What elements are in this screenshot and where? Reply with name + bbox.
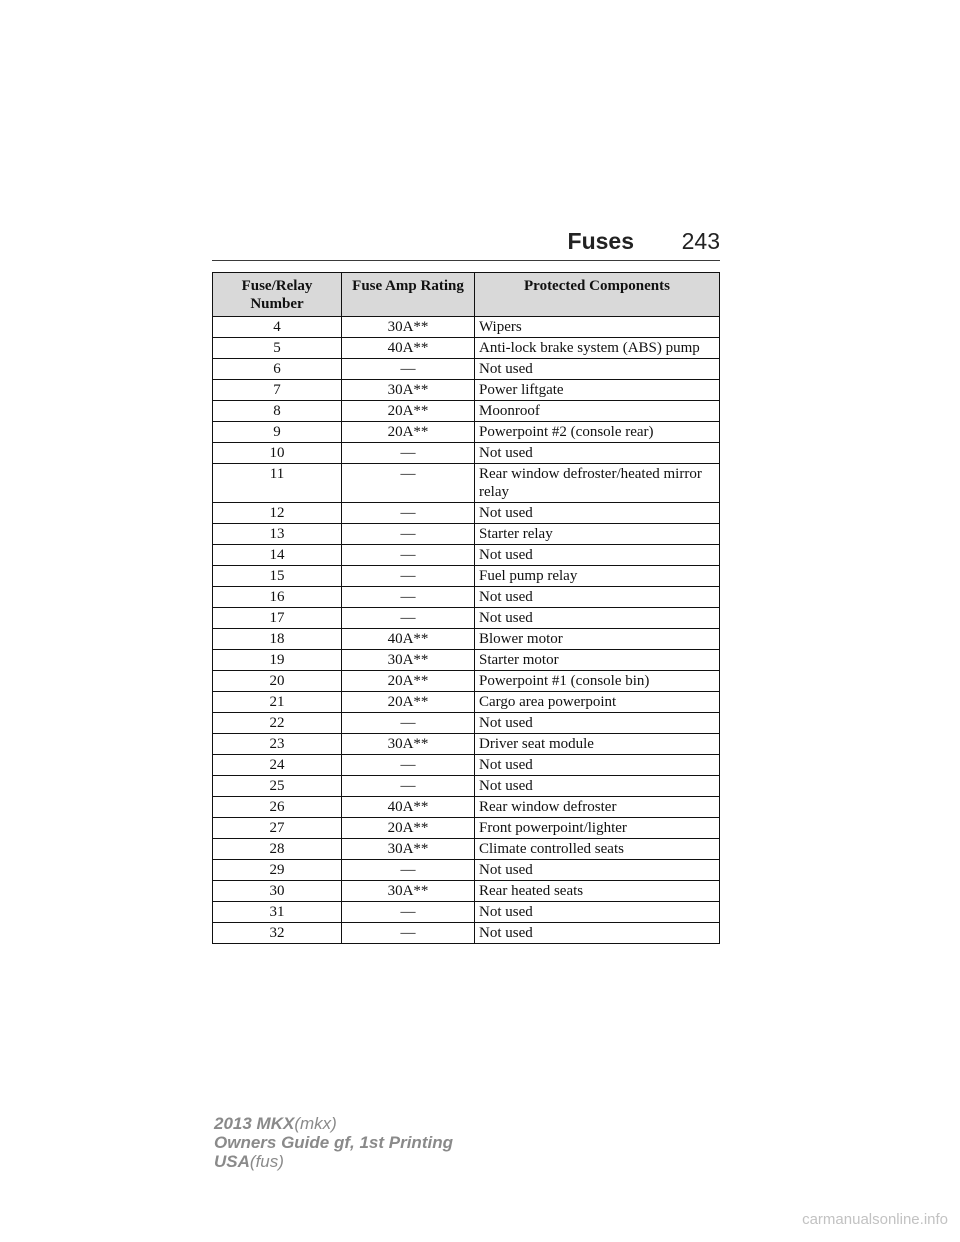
- protected-component-cell: Rear window defroster: [475, 797, 720, 818]
- protected-component-cell: Starter motor: [475, 650, 720, 671]
- table-row: [213, 734, 720, 755]
- table-row: [213, 608, 720, 629]
- table-body: [213, 317, 720, 944]
- protected-component-cell: Front powerpoint/lighter: [475, 818, 720, 839]
- fuse-number-cell: 12: [213, 503, 342, 524]
- table-row: [213, 671, 720, 692]
- fuse-number-cell: 27: [213, 818, 342, 839]
- amp-rating-cell: 30A**: [342, 881, 475, 902]
- protected-component-cell: Not used: [475, 443, 720, 464]
- table-row: [213, 692, 720, 713]
- fuse-number-cell: 8: [213, 401, 342, 422]
- amp-rating-cell: —: [342, 755, 475, 776]
- amp-rating-cell: —: [342, 923, 475, 944]
- footer-market-code: (fus): [249, 1152, 284, 1171]
- page-number: 243: [681, 228, 720, 254]
- protected-component-cell: Not used: [475, 923, 720, 944]
- table-row: [213, 797, 720, 818]
- amp-rating-cell: —: [342, 503, 475, 524]
- table-row: [213, 503, 720, 524]
- watermark: carmanualsonline.info: [802, 1211, 948, 1228]
- table-row: [213, 443, 720, 464]
- amp-rating-cell: —: [342, 545, 475, 566]
- table-row: [213, 338, 720, 359]
- column-header-fuse-number: Fuse/Relay Number: [213, 273, 342, 317]
- amp-rating-cell: —: [342, 464, 475, 503]
- fuse-number-cell: 17: [213, 608, 342, 629]
- protected-component-cell: Rear heated seats: [475, 881, 720, 902]
- table-row: [213, 818, 720, 839]
- amp-rating-cell: —: [342, 587, 475, 608]
- amp-rating-cell: 20A**: [342, 422, 475, 443]
- table-row: [213, 713, 720, 734]
- amp-rating-cell: —: [342, 443, 475, 464]
- page-header: [212, 226, 720, 261]
- fuse-number-cell: 18: [213, 629, 342, 650]
- protected-component-cell: Not used: [475, 503, 720, 524]
- fuse-number-cell: 11: [213, 464, 342, 503]
- table-row: [213, 860, 720, 881]
- protected-component-cell: Fuel pump relay: [475, 566, 720, 587]
- amp-rating-cell: —: [342, 566, 475, 587]
- protected-component-cell: Power liftgate: [475, 380, 720, 401]
- section-title: Fuses: [567, 228, 634, 254]
- footer-line-model: [214, 1114, 453, 1133]
- fuse-number-cell: 30: [213, 881, 342, 902]
- amp-rating-cell: —: [342, 359, 475, 380]
- amp-rating-cell: 30A**: [342, 380, 475, 401]
- fuse-number-cell: 16: [213, 587, 342, 608]
- amp-rating-cell: 20A**: [342, 401, 475, 422]
- protected-component-cell: Not used: [475, 608, 720, 629]
- protected-component-cell: Cargo area powerpoint: [475, 692, 720, 713]
- amp-rating-cell: 30A**: [342, 839, 475, 860]
- footer-model-code: (mkx): [294, 1114, 337, 1133]
- fuse-number-cell: 13: [213, 524, 342, 545]
- amp-rating-cell: —: [342, 776, 475, 797]
- fuse-number-cell: 10: [213, 443, 342, 464]
- amp-rating-cell: 20A**: [342, 671, 475, 692]
- protected-component-cell: Starter relay: [475, 524, 720, 545]
- fuse-number-cell: 19: [213, 650, 342, 671]
- fuse-number-cell: 5: [213, 338, 342, 359]
- table-row: [213, 776, 720, 797]
- fuse-number-cell: 4: [213, 317, 342, 338]
- protected-component-cell: Not used: [475, 587, 720, 608]
- fuse-number-cell: 24: [213, 755, 342, 776]
- document-footer: [214, 1114, 453, 1171]
- fuse-number-cell: 26: [213, 797, 342, 818]
- table-row: [213, 422, 720, 443]
- table-row: [213, 923, 720, 944]
- fuse-number-cell: 14: [213, 545, 342, 566]
- protected-component-cell: Not used: [475, 359, 720, 380]
- fuse-number-cell: 9: [213, 422, 342, 443]
- protected-component-cell: Moonroof: [475, 401, 720, 422]
- table-row: [213, 881, 720, 902]
- fuse-number-cell: 7: [213, 380, 342, 401]
- table-row: [213, 587, 720, 608]
- fuse-number-cell: 22: [213, 713, 342, 734]
- fuse-number-cell: 15: [213, 566, 342, 587]
- amp-rating-cell: 20A**: [342, 818, 475, 839]
- table-header-row: [213, 273, 720, 317]
- table-row: [213, 566, 720, 587]
- footer-market: USA: [214, 1152, 250, 1171]
- fuse-number-cell: 32: [213, 923, 342, 944]
- column-header-amp-rating: Fuse Amp Rating: [342, 273, 475, 317]
- table-row: [213, 650, 720, 671]
- protected-component-cell: Not used: [475, 902, 720, 923]
- protected-component-cell: Anti-lock brake system (ABS) pump: [475, 338, 720, 359]
- column-header-protected-components: Protected Components: [475, 273, 720, 317]
- amp-rating-cell: 40A**: [342, 629, 475, 650]
- footer-line-market: [214, 1152, 453, 1171]
- protected-component-cell: Powerpoint #2 (console rear): [475, 422, 720, 443]
- table-row: [213, 359, 720, 380]
- amp-rating-cell: 30A**: [342, 734, 475, 755]
- protected-component-cell: Blower motor: [475, 629, 720, 650]
- footer-edition: Owners Guide gf, 1st Printing: [214, 1133, 453, 1152]
- table-row: [213, 629, 720, 650]
- amp-rating-cell: —: [342, 524, 475, 545]
- table-row: [213, 401, 720, 422]
- protected-component-cell: Not used: [475, 755, 720, 776]
- amp-rating-cell: 30A**: [342, 650, 475, 671]
- amp-rating-cell: —: [342, 902, 475, 923]
- protected-component-cell: Rear window defroster/heated mirror relay: [475, 464, 720, 503]
- table-row: [213, 524, 720, 545]
- protected-component-cell: Not used: [475, 713, 720, 734]
- table-row: [213, 545, 720, 566]
- protected-component-cell: Powerpoint #1 (console bin): [475, 671, 720, 692]
- amp-rating-cell: 30A**: [342, 317, 475, 338]
- fuse-number-cell: 31: [213, 902, 342, 923]
- fuse-number-cell: 6: [213, 359, 342, 380]
- amp-rating-cell: —: [342, 860, 475, 881]
- amp-rating-cell: —: [342, 608, 475, 629]
- fuse-number-cell: 29: [213, 860, 342, 881]
- protected-component-cell: Not used: [475, 776, 720, 797]
- protected-component-cell: Not used: [475, 545, 720, 566]
- amp-rating-cell: 40A**: [342, 797, 475, 818]
- protected-component-cell: Driver seat module: [475, 734, 720, 755]
- fuse-number-cell: 25: [213, 776, 342, 797]
- table-row: [213, 839, 720, 860]
- protected-component-cell: Wipers: [475, 317, 720, 338]
- table-row: [213, 317, 720, 338]
- table-row: [213, 755, 720, 776]
- fuse-number-cell: 23: [213, 734, 342, 755]
- footer-model: 2013 MKX: [214, 1114, 295, 1133]
- fuse-number-cell: 21: [213, 692, 342, 713]
- table-row: [213, 464, 720, 503]
- fuse-number-cell: 20: [213, 671, 342, 692]
- amp-rating-cell: 40A**: [342, 338, 475, 359]
- protected-component-cell: Not used: [475, 860, 720, 881]
- protected-component-cell: Climate controlled seats: [475, 839, 720, 860]
- table-row: [213, 902, 720, 923]
- fuse-number-cell: 28: [213, 839, 342, 860]
- fuse-table: [212, 272, 720, 944]
- amp-rating-cell: 20A**: [342, 692, 475, 713]
- amp-rating-cell: —: [342, 713, 475, 734]
- table-row: [213, 380, 720, 401]
